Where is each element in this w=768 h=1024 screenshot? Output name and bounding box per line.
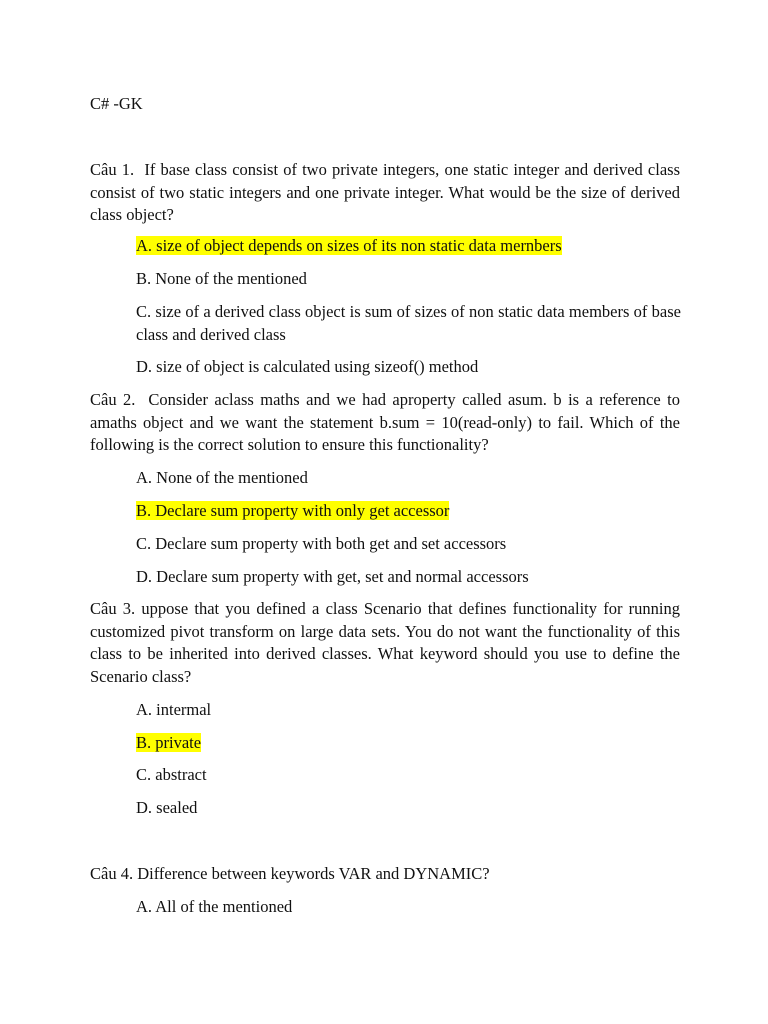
question-3 bbox=[90, 598, 680, 688]
question-3-label: Câu 3. bbox=[90, 599, 136, 618]
question-3-option-b bbox=[136, 732, 681, 755]
option-text: A. All of the mentioned bbox=[136, 897, 293, 916]
option-text: D. size of object is calculated using sizeof() method bbox=[136, 357, 479, 376]
document-title: C# -GK bbox=[90, 94, 143, 113]
question-1-option-c bbox=[136, 301, 681, 346]
question-4 bbox=[90, 863, 680, 886]
option-text: C. size of a derived class object is sum of sizes of non static data members of base class and derived class bbox=[136, 302, 681, 344]
option-text: D. sealed bbox=[136, 798, 198, 817]
question-1 bbox=[90, 159, 680, 227]
question-2-label: Câu 2. bbox=[90, 390, 136, 409]
question-2-option-b bbox=[136, 500, 681, 523]
question-2-option-c bbox=[136, 533, 681, 556]
highlighted-answer: B. private bbox=[136, 733, 202, 752]
question-3-option-d bbox=[136, 797, 681, 820]
question-2-text: Consider aclass maths and we had aproperty called asum. b is a reference to amaths object and we want the statement b.sum = 10(read-only) to fail. Which of the following is the correct solution to ensure this functionality? bbox=[90, 390, 680, 455]
question-3-text: uppose that you defined a class Scenario that defines functionality for running customized pivot transform on large data sets. You do not want the functionality of this class to be inherited into derived classes. What keyword should you use to define the Scenario class? bbox=[90, 599, 680, 686]
question-1-label: Câu 1. bbox=[90, 160, 135, 179]
question-3-option-a bbox=[136, 699, 681, 722]
question-4-label: Câu 4. bbox=[90, 864, 134, 883]
highlighted-answer: A. size of object depends on sizes of its non static data mernbers bbox=[136, 236, 562, 255]
question-2-option-d bbox=[136, 566, 681, 589]
question-2 bbox=[90, 389, 680, 457]
option-text: C. abstract bbox=[136, 765, 207, 784]
question-2-option-a bbox=[136, 467, 681, 490]
question-4-option-a bbox=[136, 896, 681, 919]
option-text: C. Declare sum property with both get and set accessors bbox=[136, 534, 507, 553]
question-4-text: Difference between keywords VAR and DYNAMIC? bbox=[137, 864, 490, 883]
option-text: B. None of the mentioned bbox=[136, 269, 307, 288]
question-1-option-a bbox=[136, 235, 681, 258]
question-1-text: If base class consist of two private integers, one static integer and derived class consist of two static integers and one private integer. What would be the size of derived class object? bbox=[90, 160, 681, 225]
highlighted-answer: B. Declare sum property with only get accessor bbox=[136, 501, 450, 520]
question-1-option-b bbox=[136, 268, 681, 291]
option-text: A. intermal bbox=[136, 700, 212, 719]
question-3-option-c bbox=[136, 764, 681, 787]
option-text: D. Declare sum property with get, set and normal accessors bbox=[136, 567, 529, 586]
option-text: A. None of the mentioned bbox=[136, 468, 308, 487]
question-1-option-d bbox=[136, 356, 681, 379]
